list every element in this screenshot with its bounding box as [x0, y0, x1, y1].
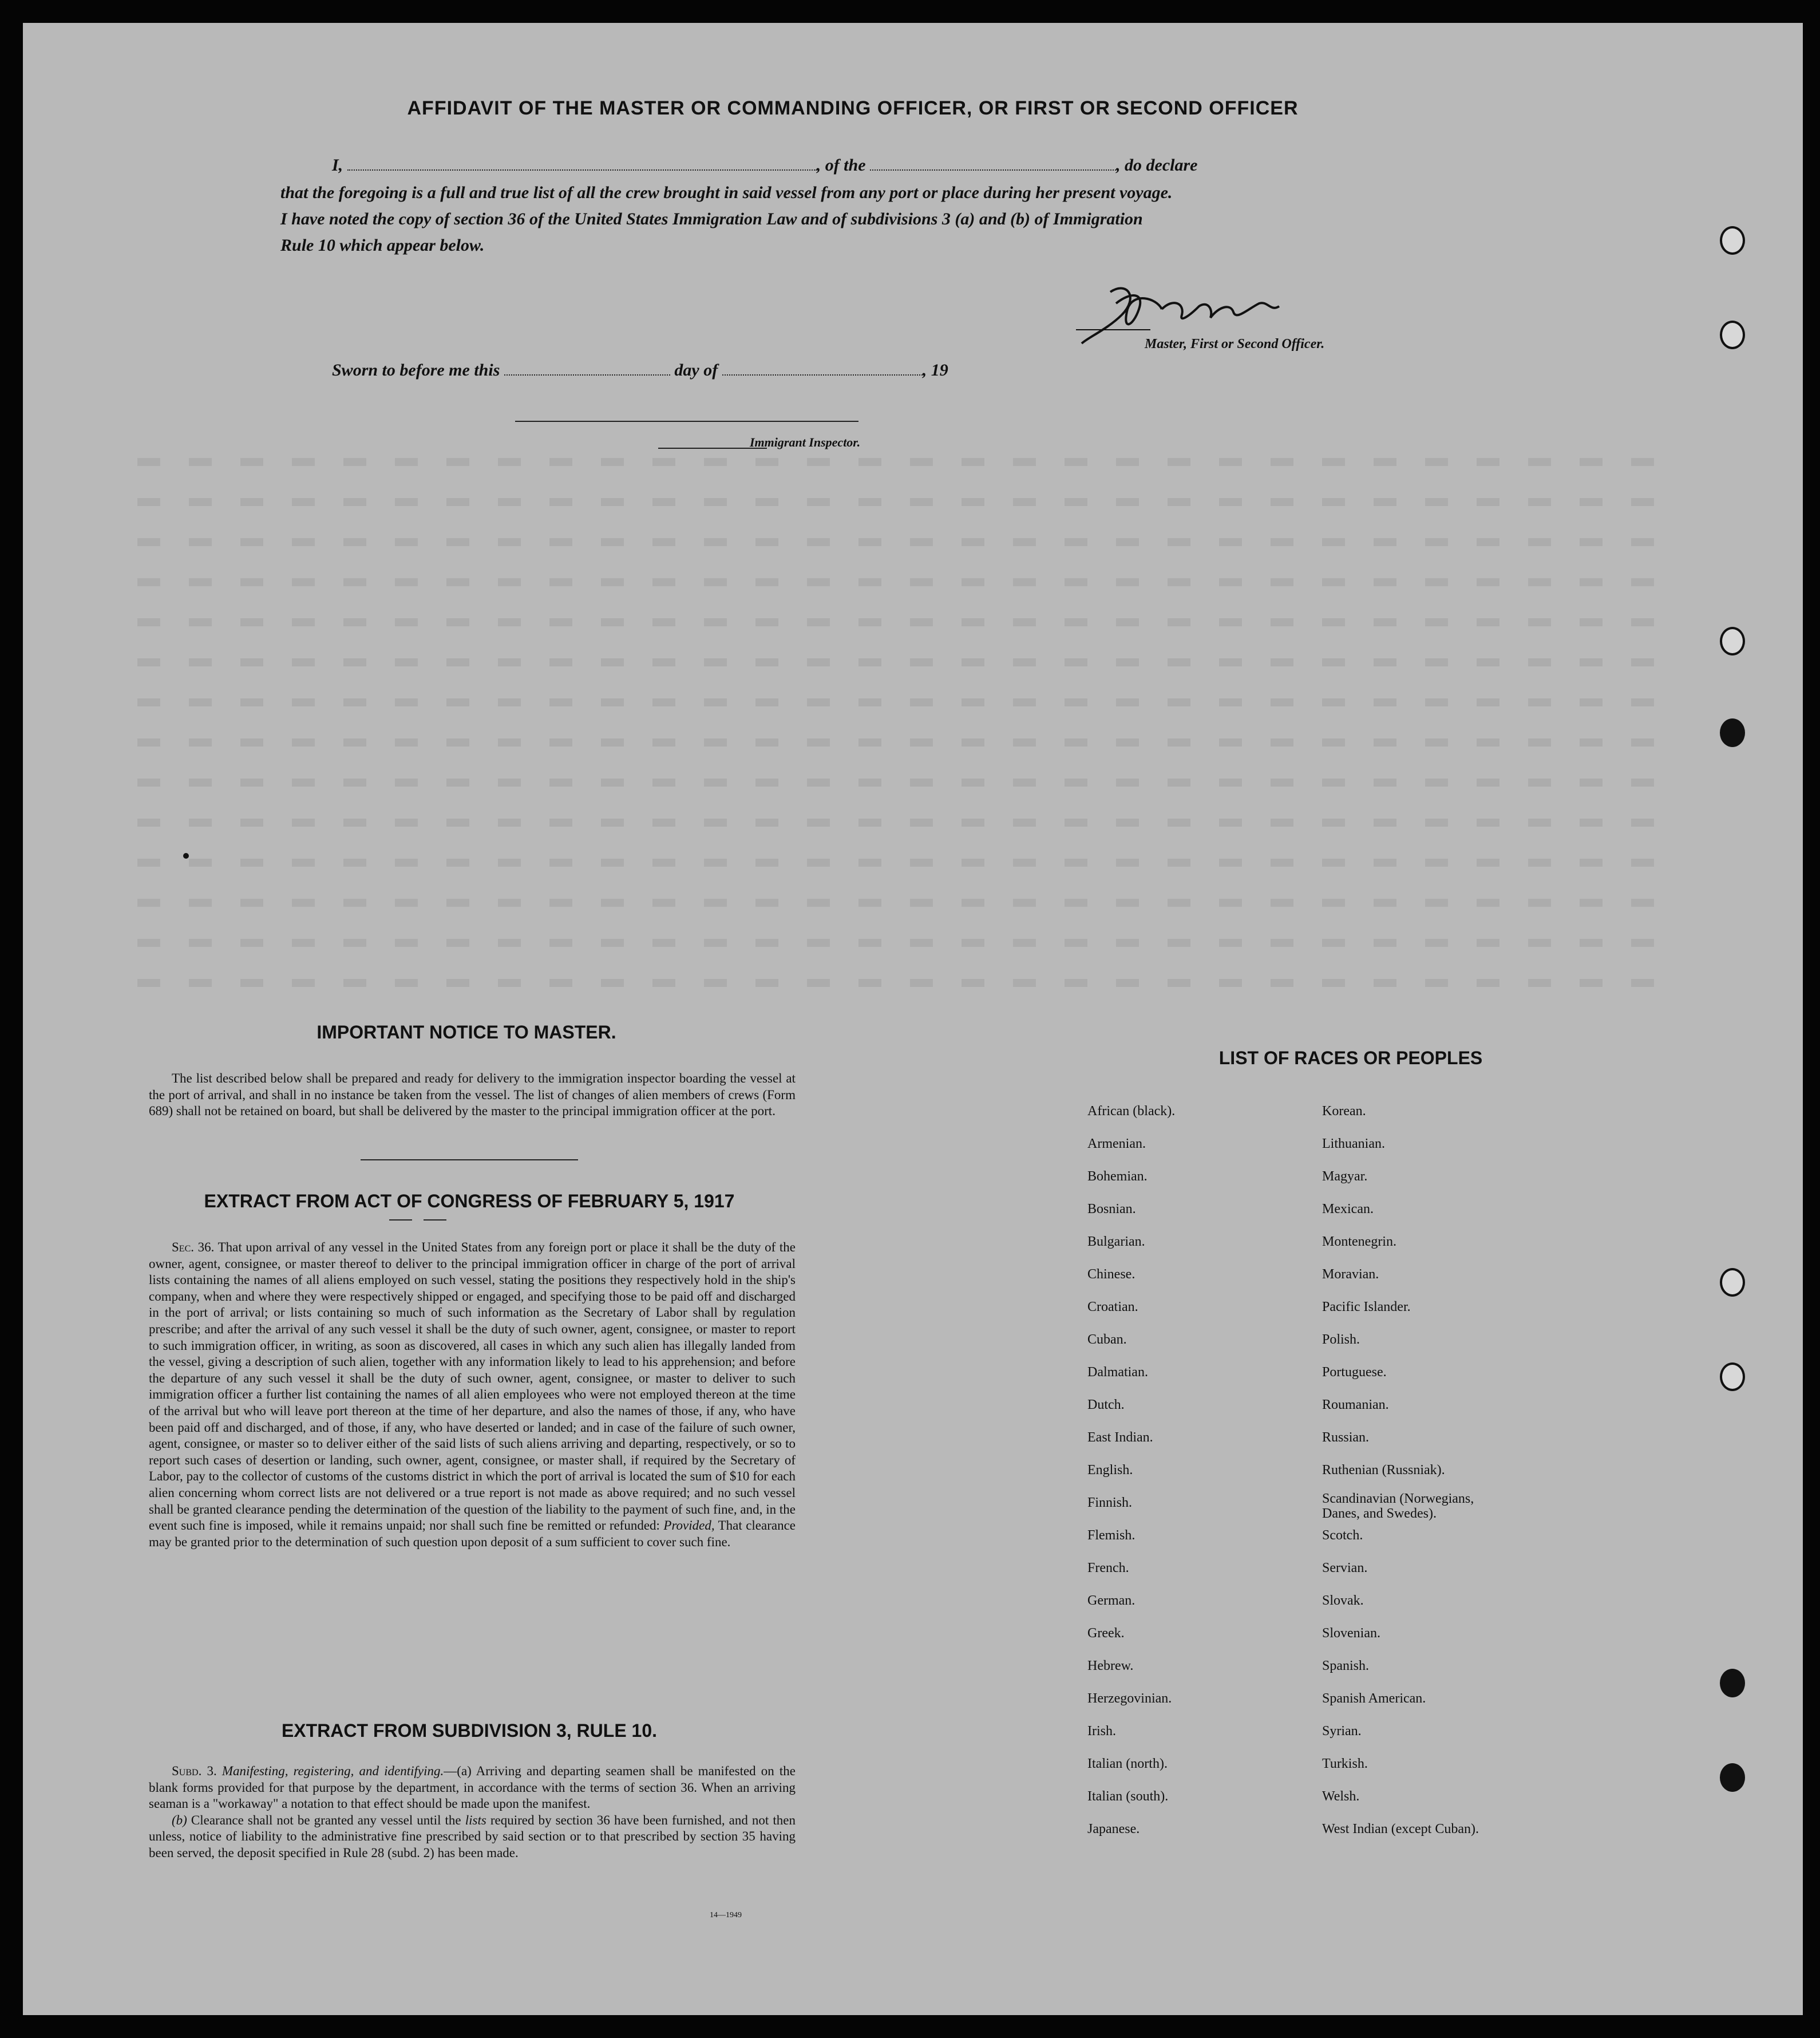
sworn-text: Sworn to before me this	[332, 361, 500, 380]
part-b-text-1: Clearance shall not be granted any vessel until the	[191, 1812, 461, 1827]
day-blank	[504, 374, 670, 376]
punch-hole	[1720, 321, 1745, 349]
race-item: Armenian.	[1087, 1136, 1146, 1151]
inspector-signature-line	[515, 421, 858, 422]
bleed-through-row	[137, 899, 1683, 907]
race-item: Scandinavian (Norwegians, Danes, and Swedes).	[1322, 1491, 1474, 1521]
race-item: West Indian (except Cuban).	[1322, 1822, 1479, 1836]
race-item: Spanish.	[1322, 1658, 1370, 1673]
punch-hole	[1720, 718, 1745, 747]
immigrant-inspector-label: Immigrant Inspector.	[750, 435, 861, 449]
part-b-label: (b)	[172, 1812, 187, 1827]
race-item: French.	[1087, 1561, 1129, 1575]
race-item: Servian.	[1322, 1561, 1368, 1575]
race-item: Spanish American.	[1322, 1691, 1426, 1706]
race-item: Italian (south).	[1087, 1789, 1169, 1804]
race-item: Polish.	[1322, 1332, 1360, 1347]
ink-dot	[183, 853, 189, 859]
affidavit-declare: , do declare	[1116, 156, 1198, 175]
race-item: Greek.	[1087, 1626, 1125, 1641]
race-item: Lithuanian.	[1322, 1136, 1385, 1151]
race-item: Dalmatian.	[1087, 1365, 1148, 1380]
punch-hole	[1720, 1268, 1745, 1297]
race-item: Finnish.	[1087, 1495, 1133, 1510]
master-officer-label: Master, First or Second Officer.	[1145, 337, 1325, 351]
form-number: 14—1949	[710, 1911, 742, 1919]
race-item: East Indian.	[1087, 1430, 1153, 1445]
notice-body: The list described below shall be prepared and ready for delivery to the immigration inspector boarding the vessel at the port of arrival, and shall in no instance be taken from the vessel. The list of changes of alien members of crews (Form 689) shall not be retained on board, but shall be delivered by the master to the principal immigration officer at the port.	[149, 1071, 796, 1119]
race-item: Montenegrin.	[1322, 1234, 1396, 1249]
bleed-through-row	[137, 658, 1683, 666]
divider	[389, 1219, 412, 1221]
part-b-text-2: required by section 36 have been furnished, and not then unless, notice of liability to the administrative fine prescribed by said section or to that prescribed by section 35 having been served, the deposit specified in Rule 28 (subd. 2) has been made.	[149, 1812, 796, 1860]
year-prefix: , 19	[922, 361, 948, 380]
races-title: LIST OF RACES OR PEOPLES	[1218, 1048, 1483, 1068]
rule10-heading: Manifesting, registering, and identifying.	[221, 1764, 444, 1778]
race-item: Bulgarian.	[1087, 1234, 1145, 1249]
race-item: Japanese.	[1087, 1822, 1140, 1836]
act-body-end: That clearance may be granted prior to the determination of such question upon deposit of a sum sufficient to cover such fine.	[149, 1518, 796, 1549]
manifest-page	[23, 23, 1803, 2015]
rule10-part-a	[149, 1763, 796, 1812]
sworn-line	[332, 361, 948, 380]
bleed-through-row	[137, 538, 1683, 546]
affidavit-line-4: Rule 10 which appear below.	[280, 236, 485, 255]
rule10-body	[149, 1763, 796, 1862]
notice-title: IMPORTANT NOTICE TO MASTER.	[316, 1022, 616, 1042]
rule10-part-b	[149, 1812, 796, 1862]
race-item: Pacific Islander.	[1322, 1300, 1411, 1314]
race-item: German.	[1087, 1593, 1135, 1608]
race-item: Chinese.	[1087, 1267, 1135, 1282]
act-body-text: That upon arrival of any vessel in the United States from any foreign port or place it shall be the duty of the owner, agent, consignee, or master thereof to deliver to the principal immigration officer in charge of the port of arrival lists containing the names of all aliens employed on such vessel, stating the positions they respectively hold in the ship's company, when and where they were respectively shipped or engaged, and specifying those to be paid off and discharged in the port of arrival; or lists containing so much of such information as the Secretary of Labor shall by regulation prescribe; and after the arrival of any such vessel it shall be the duty of such owner, agent, consignee, or master to report to such immigration officer, in writing, as soon as discovered, all cases in which any such alien has illegally landed from the vessel, giving a description of such alien, together with any information likely to lead to his apprehension; and before the departure of any such vessel it shall be the duty of such owner, agent, consignee, or master to deliver to such immigration officer a further list containing the names of all alien employees who were not employed thereon at the time of the arrival but who will leave port thereon at the time of her departure, and also the names of those, if any, who have been paid off and discharged, and of those, if any, who have deserted or landed; and in case of the failure of such owner, agent, consignee, or master so to deliver either of the said lists of such aliens arriving and departing, respectively, or so to report such cases of desertion or landing, such owner, agent, consignee, or master shall, if required by the Secretary of Labor, pay to the collector of customs of the customs district in which the port of arrival is located the sum of $10 for each alien concerning whom correct lists are not delivered or a true report is not made as above required; and no such vessel shall be granted clearance pending the determination of the question of the liability to the payment of such fine, and, in the event such fine is imposed, while it remains unpaid; nor shall such fine be remitted or refunded:	[149, 1240, 796, 1533]
rule10-title: EXTRACT FROM SUBDIVISION 3, RULE 10.	[281, 1720, 658, 1741]
bleed-through-row	[137, 738, 1683, 747]
race-item: Scotch.	[1322, 1528, 1363, 1543]
divider	[361, 1159, 578, 1160]
act-section-36	[149, 1239, 796, 1550]
punch-hole	[1720, 1362, 1745, 1391]
bleed-through-row	[137, 779, 1683, 787]
race-item: Italian (north).	[1087, 1756, 1168, 1771]
race-item: Herzegovinian.	[1087, 1691, 1172, 1706]
affidavit-title: AFFIDAVIT OF THE MASTER OR COMMANDING OFFICER, OR FIRST OR SECOND OFFICER	[407, 97, 1299, 119]
race-item: Roumanian.	[1322, 1397, 1389, 1412]
vessel-blank	[870, 169, 1116, 171]
race-item: Bohemian.	[1087, 1169, 1148, 1184]
affidavit-of-the: , of the	[816, 156, 866, 175]
name-blank	[347, 169, 817, 171]
section-label: Sec. 36.	[172, 1240, 215, 1254]
bleed-through-row	[137, 939, 1683, 947]
race-item: English.	[1087, 1463, 1133, 1478]
act-title: EXTRACT FROM ACT OF CONGRESS OF FEBRUARY 5, 1917	[204, 1191, 735, 1211]
punch-hole	[1720, 226, 1745, 255]
bleed-through-row	[137, 819, 1683, 827]
race-item: Cuban.	[1087, 1332, 1127, 1347]
bleed-through-row	[137, 458, 1683, 466]
bleed-through-row	[137, 498, 1683, 506]
race-item: Dutch.	[1087, 1397, 1125, 1412]
race-item: Irish.	[1087, 1724, 1116, 1739]
punch-hole	[1720, 627, 1745, 655]
month-blank	[722, 374, 923, 376]
race-item: Russian.	[1322, 1430, 1370, 1445]
race-item: Mexican.	[1322, 1202, 1374, 1217]
part-b-lists: lists	[465, 1812, 486, 1827]
provided-label: Provided,	[663, 1518, 715, 1533]
race-item: Magyar.	[1322, 1169, 1368, 1184]
punch-hole	[1720, 1763, 1745, 1792]
race-item: Portuguese.	[1322, 1365, 1387, 1380]
divider	[424, 1219, 446, 1221]
affidavit-line-1	[332, 156, 1197, 175]
race-item: Syrian.	[1322, 1724, 1362, 1739]
affidavit-line-3: I have noted the copy of section 36 of the United States Immigration Law and of subdivisions 3 (a) and (b) of Immigration	[280, 210, 1143, 228]
bleed-through-row	[137, 859, 1683, 867]
race-item: Bosnian.	[1087, 1202, 1136, 1217]
bleed-through-row	[137, 578, 1683, 586]
race-item: Korean.	[1322, 1104, 1366, 1119]
race-item: Slovenian.	[1322, 1626, 1380, 1641]
race-item: Hebrew.	[1087, 1658, 1134, 1673]
affidavit-i: I,	[332, 156, 343, 175]
race-item: Ruthenian (Russniak).	[1322, 1463, 1445, 1478]
bleed-through-row	[137, 698, 1683, 706]
bleed-through-row	[137, 618, 1683, 626]
race-item: African (black).	[1087, 1104, 1176, 1119]
rule10-part-a-text: —(a) Arriving and departing seamen shall be manifested on the blank forms provided for that purpose by the department, in accordance with the terms of section 36. When an arriving seaman is a "workaway" a notation to that effect should be made upon the manifest.	[149, 1764, 796, 1811]
affidavit-line-2: that the foregoing is a full and true list of all the crew brought in said vessel from any port or place during her present voyage.	[280, 183, 1173, 202]
subd-label: Subd. 3.	[172, 1764, 217, 1778]
race-item: Welsh.	[1322, 1789, 1360, 1804]
race-item: Slovak.	[1322, 1593, 1364, 1608]
race-item: Moravian.	[1322, 1267, 1379, 1282]
bleed-through-row	[137, 979, 1683, 987]
punch-hole	[1720, 1669, 1745, 1697]
race-item: Croatian.	[1087, 1300, 1138, 1314]
race-item: Flemish.	[1087, 1528, 1135, 1543]
day-of-text: day of	[674, 361, 718, 380]
race-item: Turkish.	[1322, 1756, 1368, 1771]
